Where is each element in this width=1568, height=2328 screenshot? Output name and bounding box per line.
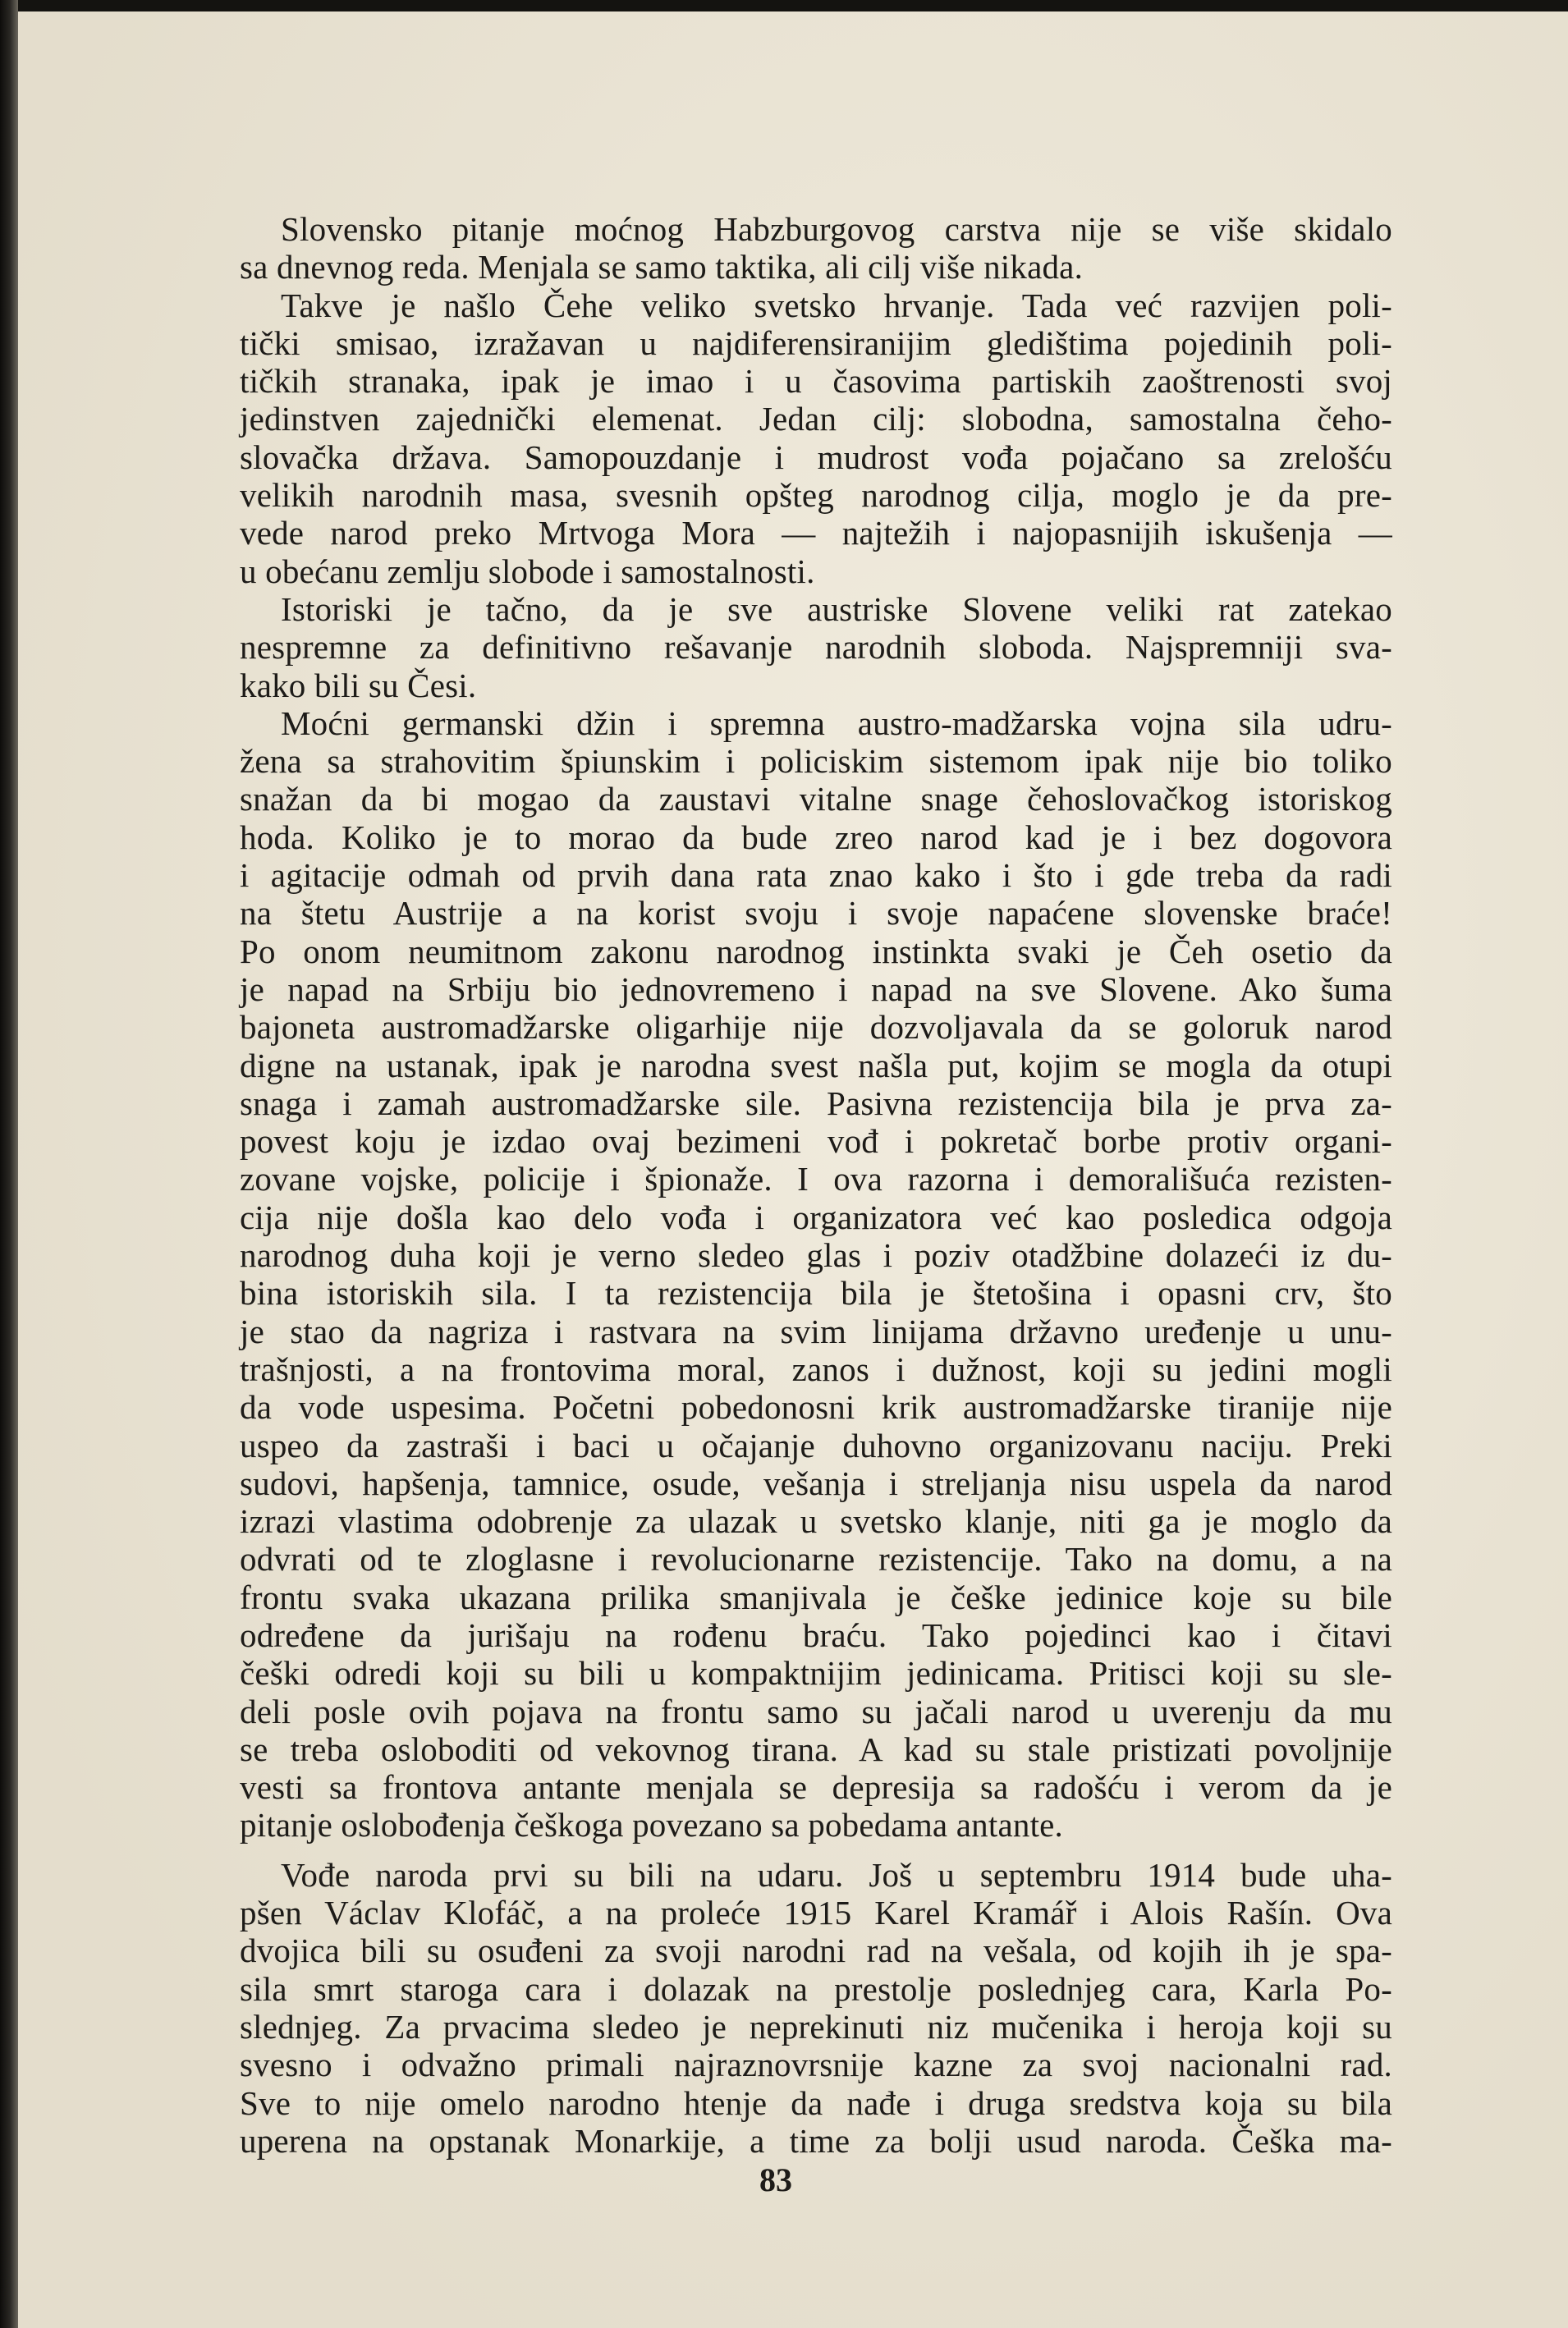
- text-line: zovane vojske, policije i špionaže. I ova razorna i demorališuća rezisten-: [240, 1160, 1392, 1198]
- text-line: odvrati od te zloglasne i revolucionarne rezistencije. Tako na domu, a na: [240, 1540, 1392, 1579]
- scan-top-edge: [0, 0, 1568, 11]
- paragraph-1: [240, 210, 1392, 286]
- text-line: se treba osloboditi od vekovnog tirana. A kad su stale pristizati povoljnije: [240, 1730, 1392, 1768]
- text-line: uspeo da zastraši i baci u očajanje duhovno organizovanu naciju. Preki: [240, 1426, 1392, 1464]
- text-line: sa dnevnog reda. Menjala se samo taktika, ali cilj više nikada.: [240, 248, 1084, 286]
- paragraph-3: [240, 590, 1392, 704]
- text-line: digne na ustanak, ipak je narodna svest našla put, kojim se mogla da otupi: [240, 1046, 1392, 1084]
- text-line: određene da jurišaju na rođenu braću. Tako pojedinci kao i čitavi: [240, 1615, 1392, 1654]
- text-line: Slovensko pitanje moćnog Habzburgovog carstva nije se više skidalo: [281, 210, 1392, 248]
- text-line: snaga i zamah austromadžarske sile. Pasivna rezistencija bila je prva za-: [240, 1084, 1392, 1122]
- body-text: [240, 210, 1392, 2160]
- text-line: deli posle ovih pojava na frontu samo su jačali narod u uverenju da mu: [240, 1692, 1392, 1730]
- text-line: hoda. Koliko je to morao da bude zreo narod kad je i bez dogovora: [240, 818, 1392, 856]
- text-line: slednjeg. Za prvacima sledeo je neprekinuti niz mučenika i heroja koji su: [240, 2007, 1392, 2046]
- paragraph-4: [240, 704, 1392, 1845]
- text-line: žena sa strahovitim špiunskim i policiskim sistemom ipak nije bio toliko: [240, 742, 1392, 781]
- text-line: je napad na Srbiju bio jednovremeno i napad na sve Slovene. Ako šuma: [240, 969, 1392, 1008]
- text-line: velikih narodnih masa, svesnih opšteg narodnog cilja, moglo je da pre-: [240, 476, 1392, 515]
- text-line: uperena na opstanak Monarkije, a time za bolji usud naroda. Češka ma-: [240, 2121, 1392, 2160]
- text-line: tičkih stranaka, ipak je imao i u časovima partiskih zaoštrenosti svoj: [240, 362, 1392, 401]
- text-line: da vode uspesima. Početni pobedonosni krik austromadžarske tiranije nije: [240, 1388, 1392, 1427]
- text-line: tički smisao, izražavan u najdiferensiranijim gledištima pojedinih poli-: [240, 323, 1392, 362]
- text-line: povest koju je izdao ovaj bezimeni vođ i pokretač borbe protiv organi-: [240, 1122, 1392, 1161]
- paragraph-2: [240, 286, 1392, 590]
- text-line: Vođe naroda prvi su bili na udaru. Još u septembru 1914 bude uha-: [281, 1855, 1392, 1894]
- text-line: Istoriski je tačno, da je sve austriske Slovene veliki rat zatekao: [281, 589, 1392, 628]
- text-line: sudovi, hapšenja, tamnice, osude, vešanja i streljanja nisu uspela da narod: [240, 1464, 1392, 1502]
- text-line: pitanje oslobođenja češkoga povezano sa pobedama antante.: [240, 1806, 1064, 1845]
- text-line: snažan da bi mogao da zaustavi vitalne snage čehoslovačkog istoriskog: [240, 780, 1392, 818]
- text-line: pšen Václav Klofáč, a na proleće 1915 Karel Kramář i Alois Rašín. Ova: [240, 1894, 1392, 1932]
- text-line: bina istoriskih sila. I ta rezistencija bila je štetošina i opasni crv, što: [240, 1274, 1392, 1313]
- text-line: Moćni germanski džin i spremna austro-madžarska vojna sila udru-: [281, 703, 1392, 742]
- text-line: nespremne za definitivno rešavanje narodnih sloboda. Najspremniji sva-: [240, 628, 1392, 667]
- page-number: 83: [759, 2161, 792, 2198]
- text-line: narodnog duha koji je verno sledeo glas i poziv otadžbine dolazeći iz du-: [240, 1236, 1392, 1275]
- text-line: frontu svaka ukazana prilika smanjivala je češke jedinice koje su bile: [240, 1578, 1392, 1616]
- text-line: vesti sa frontova antante menjala se depresija sa radošću i verom da je: [240, 1768, 1392, 1807]
- text-line: bajoneta austromadžarske oligarhije nije dozvoljavala da se goloruk narod: [240, 1008, 1392, 1047]
- paragraph-5: [240, 1856, 1392, 2160]
- text-line: sila smrt staroga cara i dolazak na prestolje poslednjeg cara, Karla Po-: [240, 1969, 1392, 2008]
- text-line: trašnjosti, a na frontovima moral, zanos i dužnost, koji su jedini mogli: [240, 1350, 1392, 1388]
- text-line: svesno i odvažno primali najraznovrsnije kazne za svoj nacionalni rad.: [240, 2046, 1392, 2084]
- text-line: izrazi vlastima odobrenje za ulazak u svetsko klanje, niti ga je moglo da: [240, 1502, 1392, 1541]
- text-line: jedinstven zajednički elemenat. Jedan cilj: slobodna, samostalna čeho-: [240, 400, 1392, 438]
- text-line: vede narod preko Mrtvoga Mora — najtežih i najopasnijih iskušenja —: [240, 514, 1392, 552]
- text-line: kako bili su Česi.: [240, 666, 477, 704]
- text-line: slovačka država. Samopouzdanje i mudrost vođa pojačano sa zrelošću: [240, 438, 1392, 476]
- text-line: dvojica bili su osuđeni za svoji narodni rad na vešala, od kojih ih je spa-: [240, 1932, 1392, 1970]
- book-binding-edge: [0, 0, 18, 2328]
- text-line: Sve to nije omelo narodno htenje da nađe i druga sredstva koja su bila: [240, 2083, 1392, 2122]
- text-line: i agitacije odmah od prvih dana rata znao kako i što i gde treba da radi: [240, 856, 1392, 895]
- text-line: na štetu Austrije a na korist svoju i svoje napaćene slovenske braće!: [240, 894, 1392, 933]
- text-line: Takve je našlo Čehe veliko svetsko hrvanje. Tada već razvijen poli-: [281, 286, 1392, 324]
- text-line: u obećanu zemlju slobode i samostalnosti.: [240, 552, 815, 590]
- text-line: Po onom neumitnom zakonu narodnog instinkta svaki je Čeh osetio da: [240, 932, 1392, 970]
- text-line: je stao da nagriza i rastvara na svim linijama državno uređenje u unu-: [240, 1312, 1392, 1350]
- text-line: cija nije došla kao delo vođa i organizatora već kao posledica odgoja: [240, 1198, 1392, 1236]
- text-line: češki odredi koji su bili u kompaktnijim jedinicama. Pritisci koji su sle-: [240, 1654, 1392, 1693]
